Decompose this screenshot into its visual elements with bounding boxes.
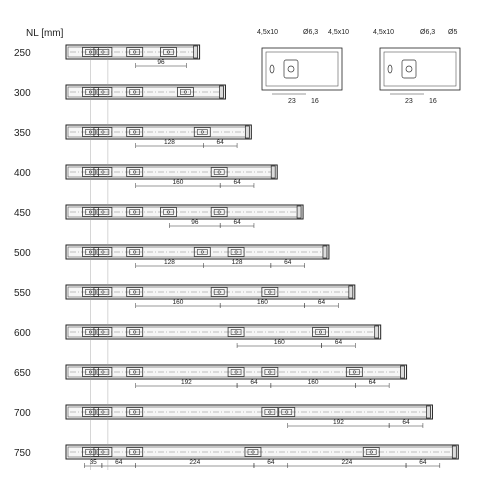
detail-label: Ø6,3 bbox=[420, 29, 436, 36]
bracket-hole bbox=[102, 331, 104, 333]
dimension-label: 128 bbox=[164, 139, 175, 146]
dimension-label: 64 bbox=[334, 339, 343, 346]
rail-length-label: 550 bbox=[14, 288, 31, 299]
bracket-hole bbox=[133, 51, 135, 53]
detail-label: 4,5x10 bbox=[373, 29, 395, 36]
dimension-label: 64 bbox=[115, 459, 123, 466]
bracket-hole bbox=[102, 131, 104, 133]
rail-row-450 bbox=[14, 205, 303, 228]
detail-dimension: 23 bbox=[405, 98, 413, 105]
rail-row-400 bbox=[14, 165, 277, 188]
dimension-label: 128 bbox=[164, 259, 175, 266]
rail-length-label: 400 bbox=[14, 168, 31, 179]
nl-title: NL [mm] bbox=[26, 28, 64, 39]
rail-end-stop bbox=[245, 126, 249, 138]
dimension-label: 192 bbox=[180, 379, 192, 386]
rail-length-label: 450 bbox=[14, 208, 31, 219]
bracket-hole bbox=[133, 211, 135, 213]
rail-end-stop bbox=[401, 366, 405, 378]
bracket-hole bbox=[184, 91, 186, 93]
dimension-label: 160 bbox=[256, 299, 268, 306]
rail-end-stop bbox=[297, 206, 301, 218]
rail-row-300 bbox=[14, 85, 225, 99]
bracket-hole bbox=[319, 331, 321, 333]
bracket-hole bbox=[133, 91, 135, 93]
bracket-hole bbox=[102, 291, 104, 293]
bracket-hole bbox=[218, 171, 220, 173]
dimension-label: 160 bbox=[273, 339, 285, 346]
rail-length-label: 750 bbox=[14, 448, 31, 459]
rail-length-label: 350 bbox=[14, 128, 31, 139]
bracket-hole bbox=[235, 251, 237, 253]
bracket-hole bbox=[201, 131, 203, 133]
rail-length-label: 700 bbox=[14, 408, 31, 419]
rail-row-700 bbox=[14, 405, 432, 428]
bracket-hole bbox=[235, 331, 237, 333]
bracket-hole bbox=[167, 211, 169, 213]
bracket-hole bbox=[218, 211, 220, 213]
bracket-hole bbox=[269, 371, 271, 373]
bracket-hole bbox=[133, 251, 135, 253]
bracket-hole bbox=[102, 371, 104, 373]
dimension-label: 64 bbox=[317, 299, 326, 306]
dimension-label: 64 bbox=[233, 179, 241, 186]
dimension-label: 192 bbox=[333, 419, 344, 426]
bracket-hole bbox=[133, 331, 135, 333]
dimension-label: 64 bbox=[368, 379, 376, 386]
rail-length-label: 300 bbox=[14, 88, 31, 99]
bracket-hole bbox=[102, 91, 104, 93]
rail-row-600 bbox=[14, 325, 381, 348]
detail-dimension: 16 bbox=[429, 98, 437, 105]
dimension-label: 64 bbox=[284, 259, 292, 266]
bracket-hole bbox=[102, 171, 104, 173]
rail-length-label: 650 bbox=[14, 368, 31, 379]
bracket-hole bbox=[102, 411, 104, 413]
dimension-label: 64 bbox=[419, 459, 427, 466]
bracket-hole bbox=[102, 251, 104, 253]
dimension-label: 64 bbox=[250, 379, 258, 386]
detail-drawing bbox=[262, 48, 342, 94]
bracket-hole bbox=[133, 451, 135, 453]
rail-length-label: 600 bbox=[14, 328, 31, 339]
bracket-hole bbox=[218, 291, 220, 293]
bracket-hole bbox=[286, 411, 288, 413]
rail-length-label: 250 bbox=[14, 48, 31, 59]
rail-row-750 bbox=[14, 445, 458, 468]
dimension-label: 96 bbox=[157, 59, 165, 66]
bracket-hole bbox=[102, 211, 104, 213]
dimension-label: 160 bbox=[172, 179, 184, 186]
bracket-hole bbox=[167, 51, 169, 53]
rail-end-stop bbox=[452, 446, 456, 458]
rail-row-550 bbox=[14, 285, 355, 308]
dimension-label: 96 bbox=[191, 219, 199, 226]
rail-end-stop bbox=[219, 86, 223, 98]
rail-row-250 bbox=[14, 45, 200, 68]
bracket-hole bbox=[133, 131, 135, 133]
bracket-hole bbox=[201, 251, 203, 253]
detail-label: 4,5x10 bbox=[257, 29, 279, 36]
detail-dimension: 23 bbox=[288, 98, 296, 105]
rail-end-stop bbox=[349, 286, 353, 298]
bracket-hole bbox=[102, 51, 104, 53]
dimension-label: 64 bbox=[402, 419, 410, 426]
rail-row-350 bbox=[14, 125, 251, 148]
bracket-hole bbox=[133, 291, 135, 293]
rail-row-500 bbox=[14, 245, 329, 268]
bracket-hole bbox=[102, 451, 104, 453]
bracket-hole bbox=[269, 411, 271, 413]
bracket-hole bbox=[235, 371, 237, 373]
detail-label: 4,5x10 bbox=[328, 29, 350, 36]
dimension-label: 160 bbox=[307, 379, 319, 386]
bracket-hole bbox=[133, 411, 135, 413]
dimension-label: 64 bbox=[216, 139, 224, 146]
detail-dimension: 16 bbox=[311, 98, 319, 105]
bracket-hole bbox=[252, 451, 254, 453]
dimension-label: 224 bbox=[189, 459, 201, 466]
rail-end-stop bbox=[271, 166, 275, 178]
bracket-hole bbox=[133, 371, 135, 373]
dimension-label: 160 bbox=[172, 299, 184, 306]
dimension-label: 128 bbox=[231, 259, 243, 266]
dimension-label: 224 bbox=[341, 459, 353, 466]
bracket-hole bbox=[133, 171, 135, 173]
dimension-label: 64 bbox=[233, 219, 241, 226]
rail-end-stop bbox=[426, 406, 430, 418]
detail-label: Ø6,3 bbox=[303, 29, 319, 36]
rail-row-650 bbox=[14, 365, 407, 388]
rail-end-stop bbox=[323, 246, 327, 258]
bracket-hole bbox=[353, 371, 355, 373]
dimension-label: 64 bbox=[267, 459, 275, 466]
rail-end-stop bbox=[194, 46, 198, 58]
dimension-label: 35 bbox=[89, 459, 97, 466]
rail-end-stop bbox=[375, 326, 379, 338]
rail-length-label: 500 bbox=[14, 248, 31, 259]
detail-drawing bbox=[380, 48, 460, 94]
rails-group bbox=[14, 44, 458, 470]
bracket-hole bbox=[269, 291, 271, 293]
detail-label: Ø5 bbox=[448, 29, 458, 36]
bracket-hole bbox=[370, 451, 372, 453]
